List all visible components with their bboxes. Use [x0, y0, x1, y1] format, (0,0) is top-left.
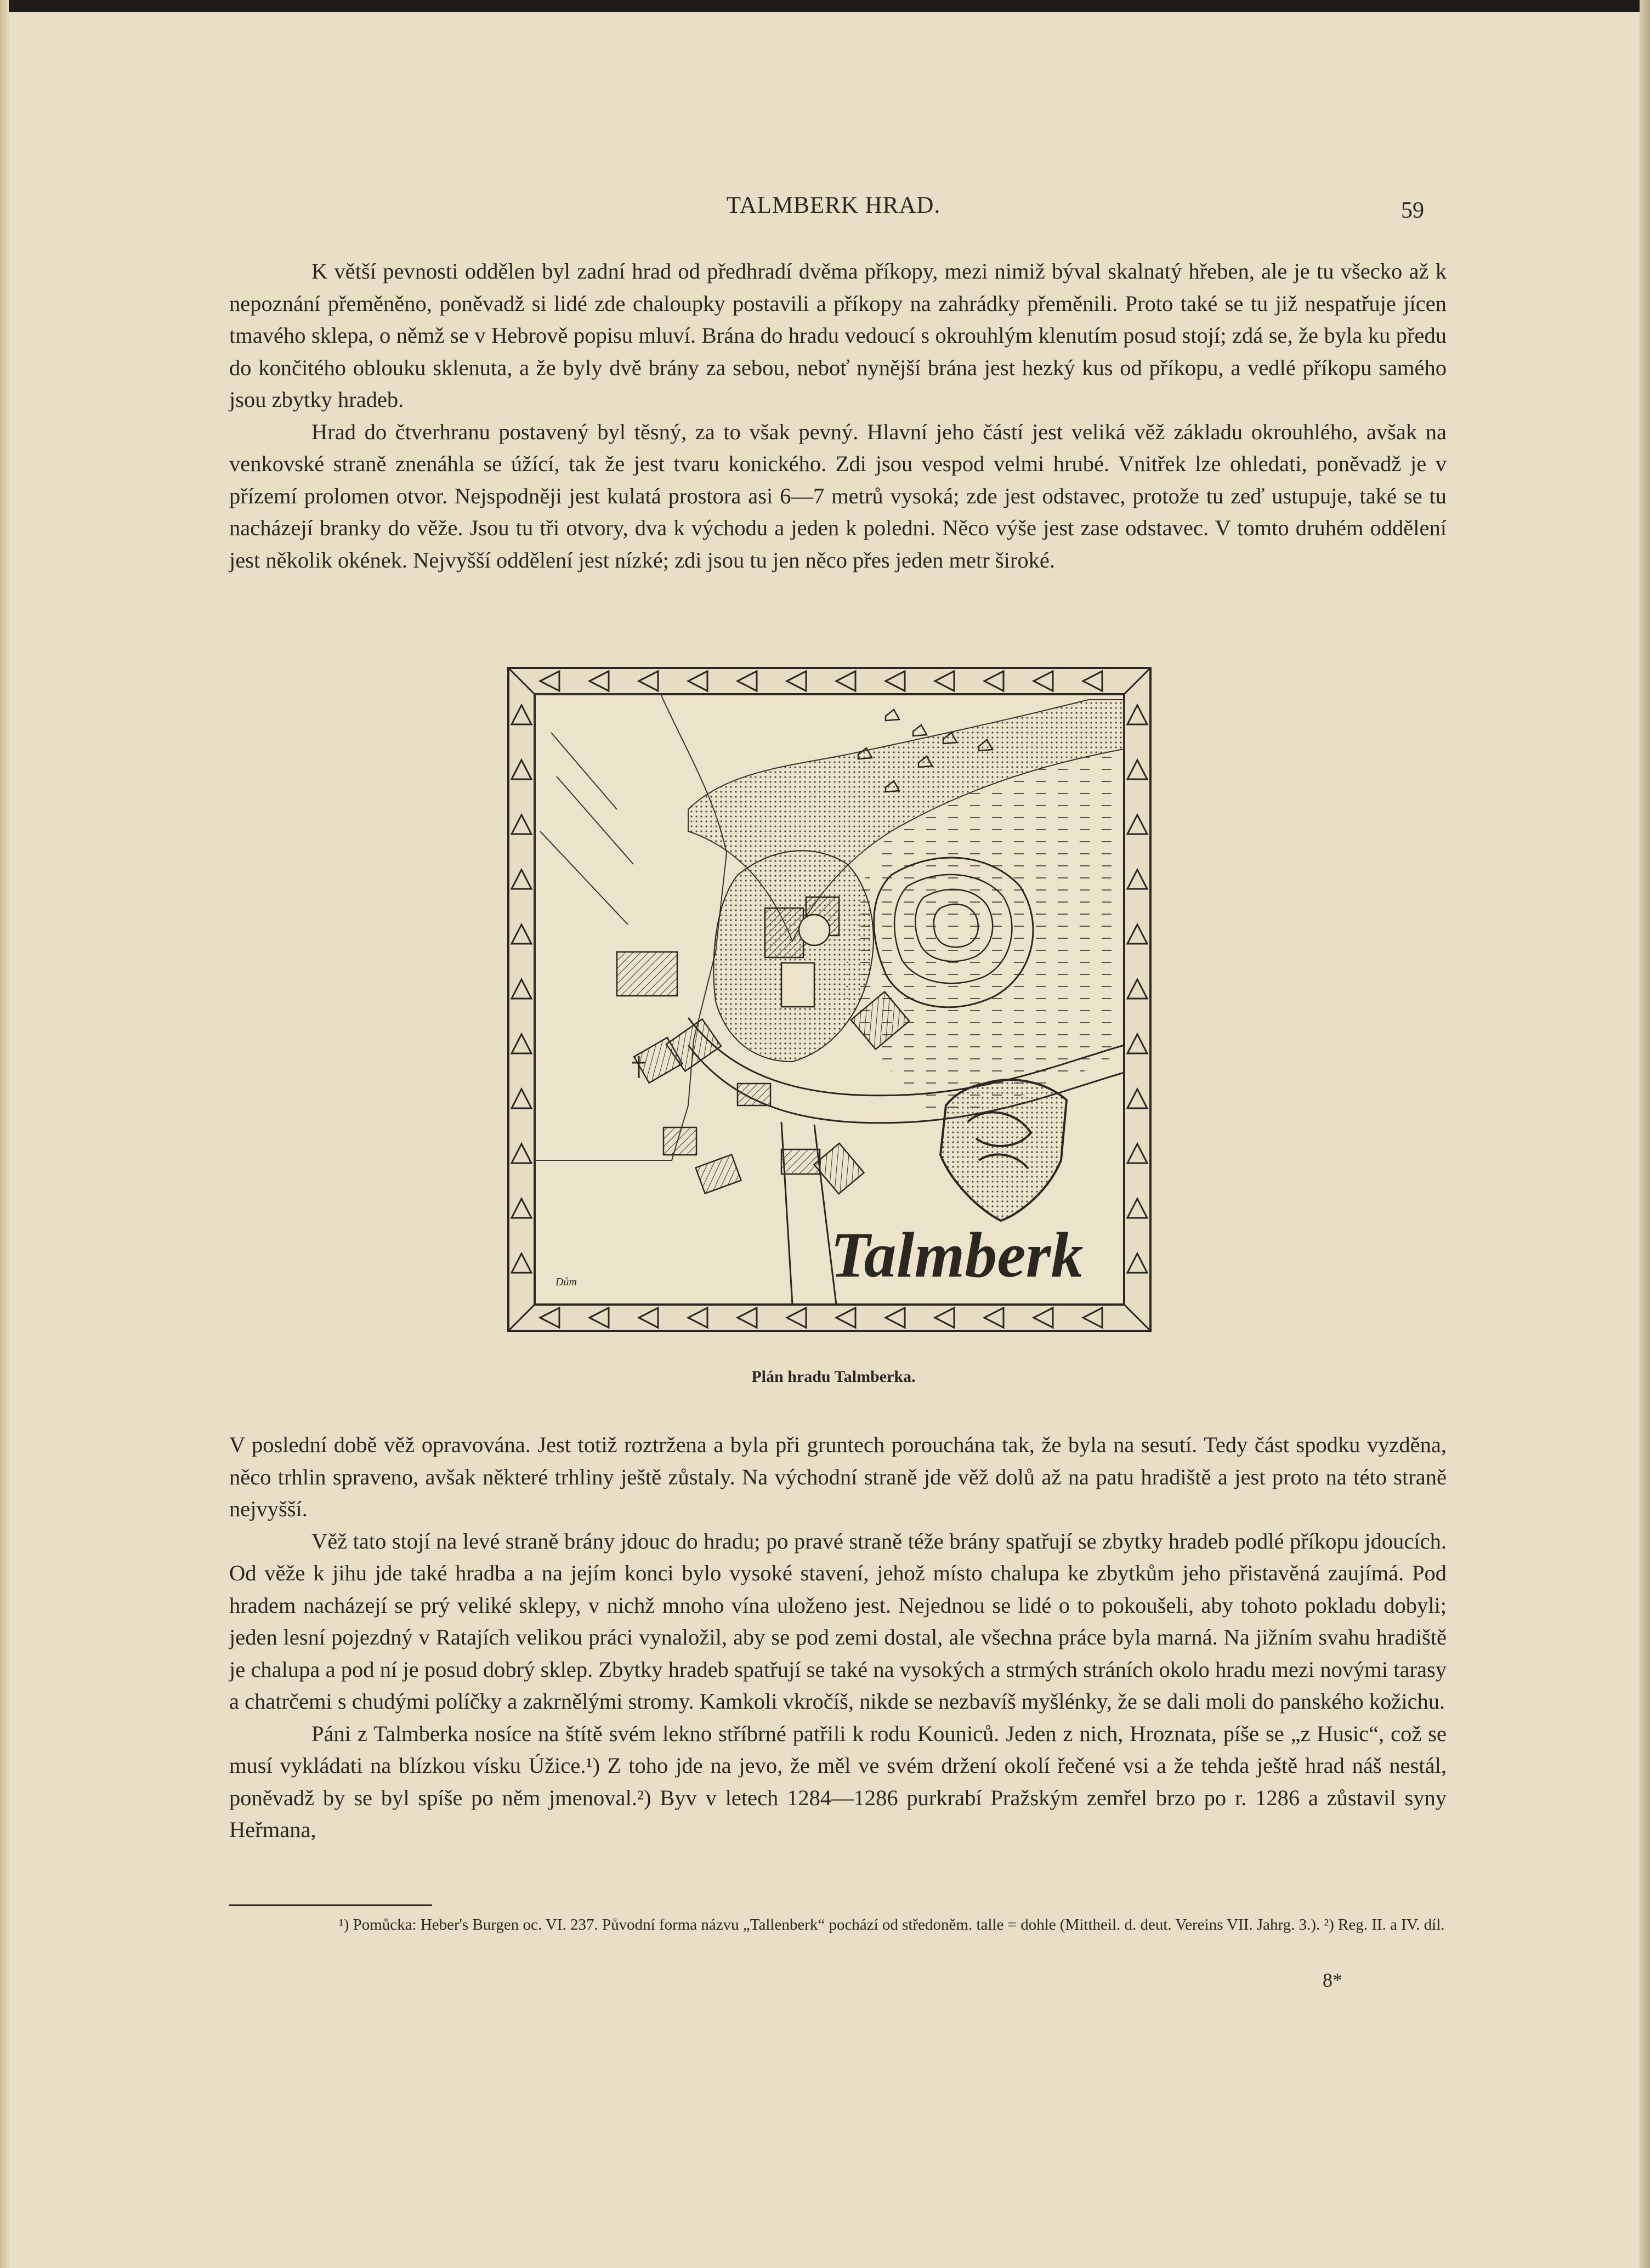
running-head: TALMBERK HRAD.: [726, 192, 941, 218]
body-text-top: [229, 256, 1447, 576]
paragraph: Věž tato stojí na levé straně brány jdouc do hradu; po pravé straně téže brány spatřují se zbytky hradeb podlé příkopu jdoucích. Od věže k jihu jde také hradba a na jejím konci bylo vysoké stavení, jehož místo chalupa ke zbytkům jeho přistavěná zaujímá. Pod hradem nacházejí se prý veliké sklepy, v nichž mnoho vína uloženo jest. Nejednou se lidé o to pokoušeli, aby tohoto pokladu dobyli; jeden lesní pojezdný v Ratajích velikou práci vynaložil, aby se pod zemi dostal, ale všechna práce byla marná. Na jižním svahu hradiště je chalupa a pod ní je posud dobrý sklep. Zbytky hradeb spatřují se také na vysokých a strmých stráních okolo hradu mezi novými tarasy a chatrčemi s chudými políčky a zakrnělými stromy. Kamkoli vkročíš, nikde se nezbavíš myšlénky, že se dali moli do panského kožichu.: [229, 1528, 1447, 1714]
page-left-edge: [0, 0, 9, 2268]
map-title: Talmberk: [830, 1219, 1084, 1291]
figure-caption: Plán hradu Talmberka.: [751, 1368, 916, 1386]
artist-mark: Dům: [555, 1276, 577, 1288]
page-number: 59: [1401, 198, 1424, 223]
paragraph: Hrad do čtverhranu postavený byl těsný, za to však pevný. Hlavní jeho částí jest veliká věž základu okrouhlého, avšak na venkovské straně znenáhla se úžící, tak že jest tvaru konického. Zdi jsou vespod velmi hrubé. Vnitřek lze ohledati, poněvadž je v přízemí prolomen otvor. Nejspodněji jest kulatá prostora asi 6—7 metrů vysoká; zde jest odstavec, protože tu zeď ustupuje, také se tu nacházejí branky do věže. Jsou tu tři otvory, dva k východu a jeden k poledni. Něco výše jest zase odstavec. V tomto druhém oddělení jest několik okének. Nejvyšší oddělení jest nízké; zdi jsou tu jen něco přes jeden metr široké.: [229, 419, 1447, 572]
page-gutter: [1640, 0, 1650, 2268]
footnote: ¹) Pomůcka: Heber's Burgen oc. VI. 237. Původní forma názvu „Tallenberk“ pochází od středoněm. talle = dohle (Mittheil. d. deut. Vereins VII. Jahrg. 3.). ²) Reg. II. a IV. díl.: [339, 1916, 1445, 1934]
castle-building: [765, 908, 803, 957]
paragraph: V poslední době věž opravována. Jest totiž roztržena a byla při gruntech porouchána tak, že byla na sesutí. Tedy část spodku vyzděna, něco trhlin spraveno, avšak některé trhliny ještě zůstaly. Na východní straně jde věž dolů až na patu hradiště a jest proto na této straně nejvyšší.: [229, 1432, 1447, 1521]
footnotes: [229, 1914, 1447, 1936]
paragraph: K větší pevnosti oddělen byl zadní hrad od předhradí dvěma příkopy, mezi nimiž býval skalnatý hřeben, ale je tu všecko až k nepoznání přeměněno, poněvadž si lidé zde chaloupky postavili a příkopy na zahrádky přeměnili. Proto také se tu již nespatřuje jícen tmavého sklepa, o němž se v Hebrově popisu mluví. Brána do hradu vedoucí s okrouhlým klenutím posud stojí; zdá se, že byla ku předu do končitého oblouku sklenuta, a že byly dvě brány za sebou, neboť nynější brána jest hezký kus od příkopu, a vedlé příkopu samého jsou zbytky hradeb.: [229, 259, 1447, 412]
body-text-bottom: [229, 1429, 1447, 1846]
castle-tower: [781, 963, 814, 1007]
paragraph: Páni z Talmberka nosíce na štítě svém lekno stříbrné patřili k rodu Kouniců. Jeden z nich, Hroznata, píše se „z Husic“, což se musí vykládati na blízkou vísku Úžice.¹) Z toho jde na jevo, že měl ve svém držení okolí řečené vsi a že tehda ještě hrad náš nestál, poněvadž by se byl spíše po něm jmenoval.²) Byv v letech 1284—1286 purkrabí Pražským zemřel brzo po r. 1286 a zůstavil syny Heřmana,: [229, 1721, 1447, 1842]
house: [617, 952, 677, 996]
footnote-divider: [229, 1904, 432, 1906]
signature-mark: 8*: [1323, 1969, 1342, 1991]
castle-plan-figure: [507, 667, 1152, 1332]
page-top-edge: [0, 0, 1650, 12]
